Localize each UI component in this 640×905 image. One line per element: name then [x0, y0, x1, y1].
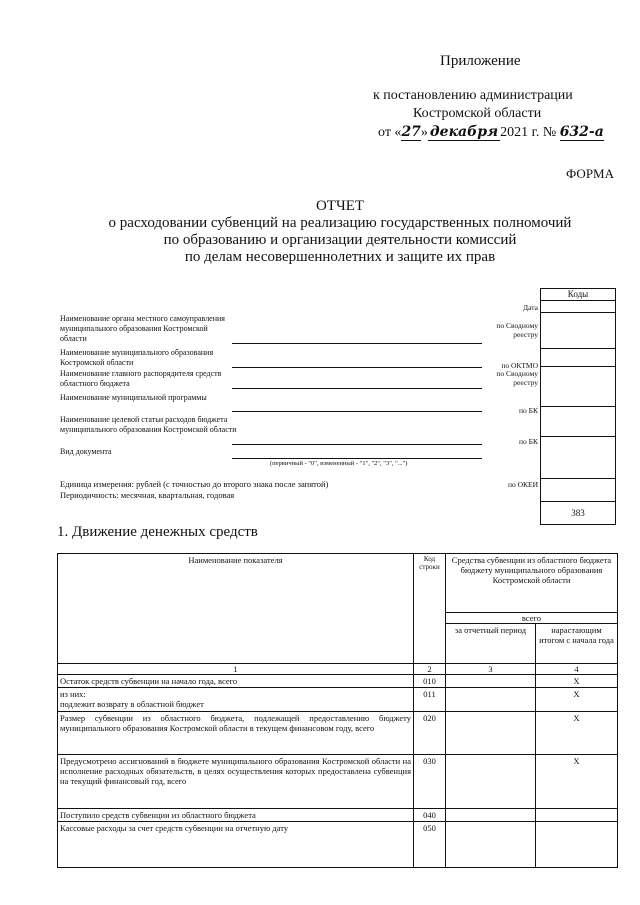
row-cumulative: X — [536, 688, 618, 712]
codes-box — [540, 288, 616, 525]
table-row — [58, 688, 618, 712]
row-name: Остаток средств субвенции на начало года, всего — [58, 675, 414, 688]
col-header-code: Код строки — [414, 554, 446, 664]
resolution-number: 632-а — [559, 124, 604, 140]
code-okei-value: 383 — [571, 508, 585, 518]
date-year: 2021 г. № — [500, 125, 557, 140]
label-svodny2: по Сводному реестру — [496, 369, 538, 387]
title-line3: по делам несовершеннолетних и защите их прав — [184, 249, 496, 265]
col-header-name: Наименование показателя — [58, 554, 414, 664]
doc-hint: (первичный - "0", измененный - "1", "2", "3", "...") — [270, 460, 408, 467]
col-num-1: 1 — [58, 664, 414, 675]
label-program: Наименование муниципальной программы — [60, 393, 207, 402]
label-okei: по ОКЕИ — [507, 480, 538, 489]
table-row — [58, 822, 618, 868]
codes-header: Коды — [541, 289, 615, 301]
code-oktmo — [541, 349, 615, 367]
label-svodny1: по Сводному реестру — [496, 321, 538, 339]
date-prefix: от « — [378, 125, 402, 140]
label-date: Дата — [523, 303, 538, 312]
col-num-3: 3 — [446, 664, 536, 675]
col-num-2: 2 — [414, 664, 446, 675]
cash-flow-table — [57, 553, 618, 868]
label-target: Наименование целевой статьи расходов бюджета муниципального образования Костромской области — [60, 415, 237, 434]
date-month: декабря — [429, 124, 499, 140]
row-code: 020 — [414, 712, 446, 755]
row-code: 030 — [414, 755, 446, 809]
row-cumulative: X — [536, 675, 618, 688]
label-oktmo: по ОКТМО — [501, 361, 538, 370]
row-period[interactable] — [446, 755, 536, 809]
field-doc-line[interactable] — [232, 458, 482, 459]
row-cumulative: X — [536, 712, 618, 755]
table-row — [58, 712, 618, 755]
code-svodny2 — [541, 367, 615, 407]
code-okei — [541, 479, 615, 502]
label-mun: Наименование муниципального образования Костромской области — [60, 348, 214, 367]
row-code: 010 — [414, 675, 446, 688]
appendix-label: Приложение — [440, 53, 521, 69]
table-row — [58, 755, 618, 809]
row-cumulative: X — [536, 755, 618, 809]
table-row — [58, 809, 618, 822]
col-header-total: всего — [446, 613, 618, 624]
row-period[interactable] — [446, 809, 536, 822]
title-line1: о расходовании субвенций на реализацию государственных полномочий — [108, 215, 572, 231]
field-org-line[interactable] — [232, 343, 482, 344]
region-line: Костромской области — [413, 106, 542, 121]
date-quote-close: » — [420, 125, 428, 140]
field-grbs-line[interactable] — [232, 388, 482, 389]
report-title — [0, 198, 640, 266]
title-line2: по образованию и организации деятельности комиссий — [163, 232, 517, 248]
label-grbs: Наименование главного распорядителя средств областного бюджета — [60, 369, 222, 388]
label-bk1: по БК — [519, 406, 538, 415]
col-header-cumulative: нарастающим итогом с начала года — [536, 624, 618, 664]
row-name: Поступило средств субвенции из областного бюджета — [58, 809, 414, 822]
row-code: 050 — [414, 822, 446, 868]
field-program-line[interactable] — [232, 411, 482, 412]
label-org: Наименование органа местного самоуправления муниципального образования Костромской области — [60, 314, 225, 343]
code-svodny1 — [541, 313, 615, 349]
label-bk2: по БК — [519, 437, 538, 446]
field-mun-line[interactable] — [232, 367, 482, 368]
row-period[interactable] — [446, 712, 536, 755]
row-period[interactable] — [446, 688, 536, 712]
col-header-funds: Средства субвенции из областного бюджета бюджету муниципального образования Костромской области — [446, 554, 618, 613]
row-cumulative[interactable] — [536, 822, 618, 868]
period-label: Периодичность: месячная, квартальная, годовая — [60, 490, 235, 500]
form-label: ФОРМА — [566, 166, 614, 181]
row-period[interactable] — [446, 822, 536, 868]
resolution-line: к постановлению администрации — [373, 88, 573, 103]
date-day: 27 — [401, 124, 421, 140]
row-name: Кассовые расходы за счет средств субвенции на отчетную дату — [58, 822, 414, 868]
row-code: 040 — [414, 809, 446, 822]
row-cumulative[interactable] — [536, 809, 618, 822]
code-date — [541, 301, 615, 313]
row-period[interactable] — [446, 675, 536, 688]
unit-label: Единица измерения: рублей (с точностью до второго знака после запятой) — [60, 479, 329, 489]
code-bk2 — [541, 437, 615, 479]
col-header-period: за отчетный период — [446, 624, 536, 664]
title-main: ОТЧЕТ — [315, 198, 365, 214]
section1-title: 1. Движение денежных средств — [57, 524, 258, 540]
field-target-line[interactable] — [232, 444, 482, 445]
row-name: Размер субвенции из областного бюджета, подлежащей предоставлению бюджету муниципального образования Костромской области в текущем финансовом году, всего — [58, 712, 414, 755]
col-num-4: 4 — [536, 664, 618, 675]
code-bk1 — [541, 407, 615, 437]
table-row — [58, 675, 618, 688]
resolution-date — [378, 124, 604, 141]
row-name: Предусмотрено ассигнований в бюджете муниципального образования Костромской области на исполнение расходных обязательств, в целях осуществления которых предоставлена субвенция на текущий финансовый год, всего — [58, 755, 414, 809]
label-doc: Вид документа — [60, 447, 112, 456]
row-name: из них: подлежит возврату в областной бюджет — [58, 688, 414, 712]
row-code: 011 — [414, 688, 446, 712]
